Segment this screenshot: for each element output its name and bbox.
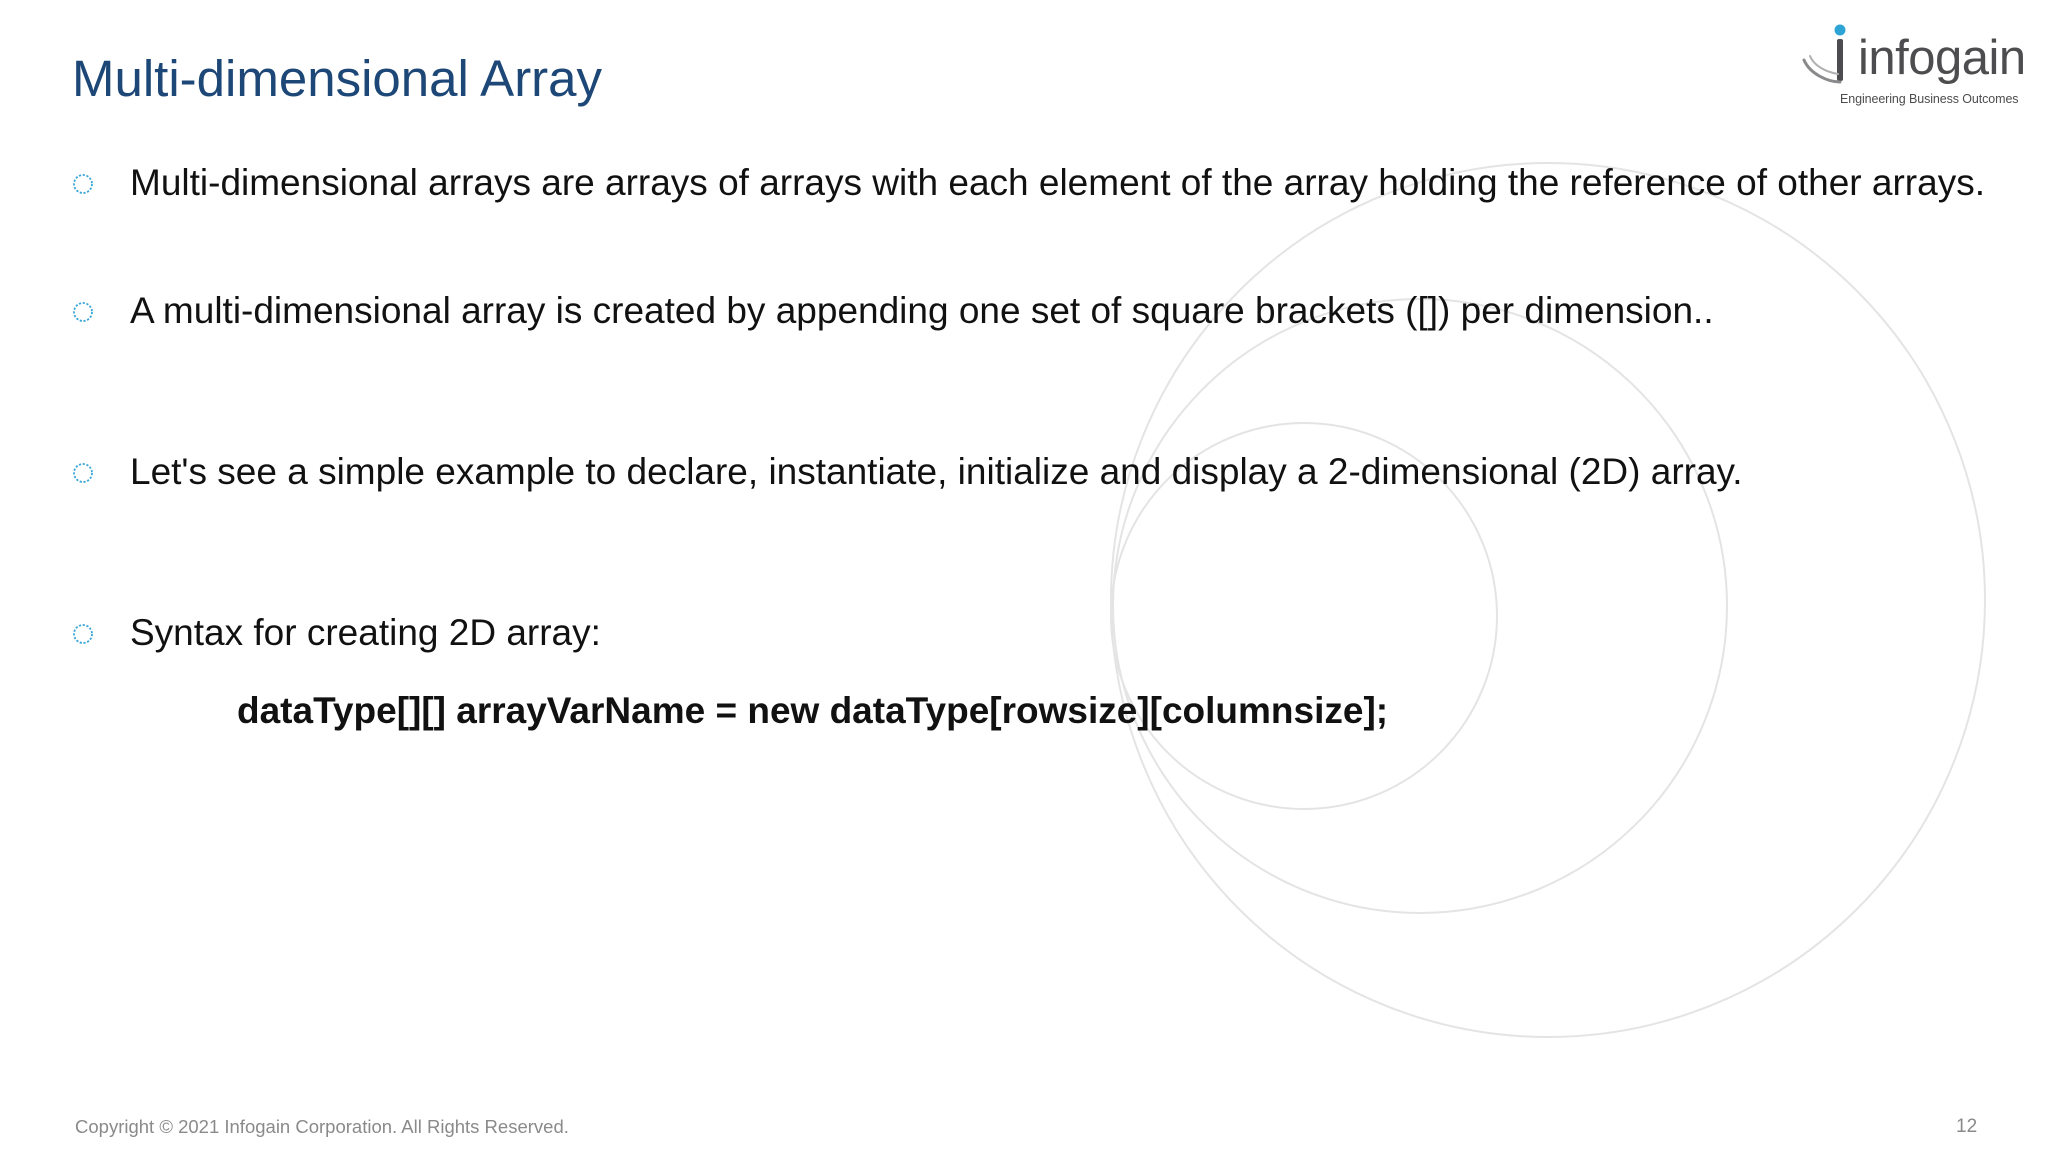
bullet-circle-icon [72, 173, 94, 195]
bullet-text: Syntax for creating 2D array: [130, 612, 601, 653]
bullet-text: A multi-dimensional array is created by appending one set of square brackets ([]) per dimension.. [130, 290, 1714, 331]
bullet-circle-icon [72, 623, 94, 645]
bullet-text: Let's see a simple example to declare, instantiate, initialize and display a 2-dimensional (2D) array. [130, 451, 1743, 492]
footer-copyright: Copyright © 2021 Infogain Corporation. All Rights Reserved. [75, 1116, 569, 1137]
bullet-text: Multi-dimensional arrays are arrays of arrays with each element of the array holding the reference of other arrays. [130, 162, 1985, 203]
bg-circle-medium [1113, 299, 1727, 913]
code-example: dataType[][] arrayVarName = new dataType[rowsize][columnsize]; [237, 690, 1389, 731]
slide-title: Multi-dimensional Array [72, 50, 603, 107]
infogain-logo [1800, 22, 2026, 112]
infogain-logo-icon [1800, 22, 1860, 92]
bullet-circle-icon [72, 462, 94, 484]
logo-tagline: Engineering Business Outcomes [1840, 92, 2019, 106]
logo-wordmark: infogain [1858, 31, 2026, 85]
page-number: 12 [1956, 1116, 1978, 1137]
bullet-circle-icon [72, 301, 94, 323]
